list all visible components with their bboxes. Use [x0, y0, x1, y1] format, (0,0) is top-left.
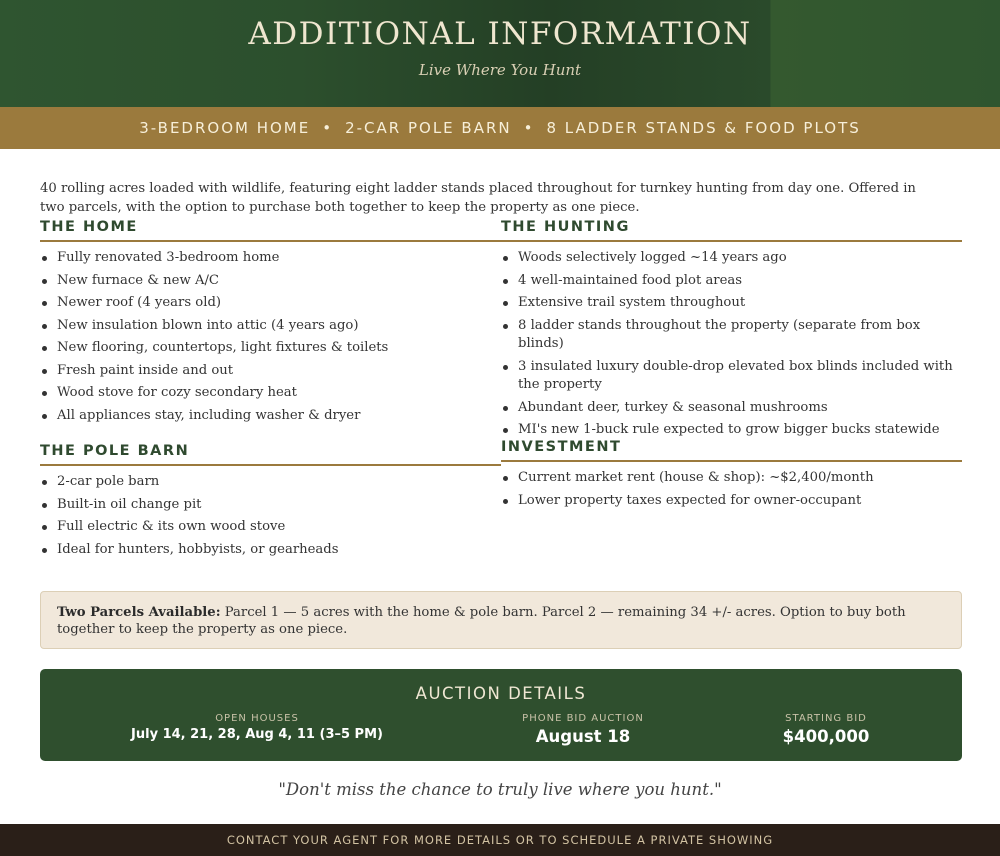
list-item: MI's new 1-buck rule expected to grow bigger bucks statewide [501, 421, 962, 440]
open-houses [112, 713, 402, 742]
list-item: New flooring, countertops, light fixtures & toilets [40, 339, 501, 358]
list-item: Wood stove for cozy secondary heat [40, 384, 501, 403]
open-houses-label: OPEN HOUSES [215, 713, 299, 724]
pole-barn-list [40, 473, 501, 559]
list-item: Abundant deer, turkey & seasonal mushrooms [501, 399, 962, 418]
list-item: Full electric & its own wood stove [40, 518, 501, 537]
parcels-text: Parcel 1 — 5 acres with the home & pole barn. Parcel 2 — remaining 34 +/- acres. Option to buy both together to keep the property as one piece. [57, 605, 906, 637]
list-item: New furnace & new A/C [40, 272, 501, 291]
auction-details-box [40, 669, 962, 761]
list-item: 3 insulated luxury double-drop elevated box blinds included with the property [501, 358, 962, 395]
open-houses-value: July 14, 21, 28, Aug 4, 11 (3–5 PM) [131, 727, 383, 742]
starting-bid-value: $400,000 [782, 727, 870, 746]
list-item: Newer roof (4 years old) [40, 294, 501, 313]
parcels-callout [40, 591, 962, 649]
section-hunting [501, 219, 962, 444]
list-item: All appliances stay, including washer & dryer [40, 407, 501, 426]
page-header [0, 0, 1000, 107]
list-item: Woods selectively logged ~14 years ago [501, 249, 962, 268]
phone-bid-value: August 18 [535, 727, 631, 746]
section-title-hunting: THE HUNTING [501, 219, 962, 242]
list-item: Extensive trail system throughout [501, 294, 962, 313]
section-home [40, 219, 501, 429]
list-item: Lower property taxes expected for owner-occupant [501, 492, 962, 511]
page-title: ADDITIONAL INFORMATION [248, 16, 752, 52]
section-title-pole-barn: THE POLE BARN [40, 443, 501, 466]
section-pole-barn [40, 443, 501, 563]
starting-bid-label: STARTING BID [785, 713, 867, 724]
parcels-label: Two Parcels Available: [57, 605, 221, 620]
page-subtitle: Live Where You Hunt [418, 61, 582, 79]
list-item: Built-in oil change pit [40, 496, 501, 515]
investment-list [501, 469, 962, 510]
starting-bid [746, 713, 906, 746]
features-band [0, 107, 1000, 149]
footer-contact: CONTACT YOUR AGENT FOR MORE DETAILS OR TO SCHEDULE A PRIVATE SHOWING [0, 824, 1000, 856]
phone-bid-auction [483, 713, 683, 746]
phone-bid-label: PHONE BID AUCTION [522, 713, 644, 724]
list-item: New insulation blown into attic (4 years ago) [40, 317, 501, 336]
band-separator: • [523, 119, 535, 137]
feature-stands: 8 LADDER STANDS & FOOD PLOTS [546, 119, 861, 137]
feature-pole-barn: 2-CAR POLE BARN [345, 119, 512, 137]
section-investment [501, 439, 962, 514]
auction-title: AUCTION DETAILS [415, 684, 587, 703]
section-title-investment: INVESTMENT [501, 439, 962, 462]
home-list [40, 249, 501, 425]
intro-paragraph: 40 rolling acres loaded with wildlife, featuring eight ladder stands placed throughout for turnkey hunting from day one. Offered in two parcels, with the option to purchase both together to keep the property as one piece. [40, 181, 916, 215]
list-item: 8 ladder stands throughout the property (separate from box blinds) [501, 317, 962, 354]
hunting-list [501, 249, 962, 440]
list-item: Ideal for hunters, hobbyists, or gearheads [40, 541, 501, 560]
closing-quote: "Don't miss the chance to truly live where you hunt." [278, 780, 722, 799]
list-item: Fully renovated 3-bedroom home [40, 249, 501, 268]
list-item: 2-car pole barn [40, 473, 501, 492]
list-item: Current market rent (house & shop): ~$2,400/month [501, 469, 962, 488]
band-separator: • [322, 119, 334, 137]
list-item: 4 well-maintained food plot areas [501, 272, 962, 291]
list-item: Fresh paint inside and out [40, 362, 501, 381]
section-title-home: THE HOME [40, 219, 501, 242]
feature-home: 3-BEDROOM HOME [139, 119, 311, 137]
